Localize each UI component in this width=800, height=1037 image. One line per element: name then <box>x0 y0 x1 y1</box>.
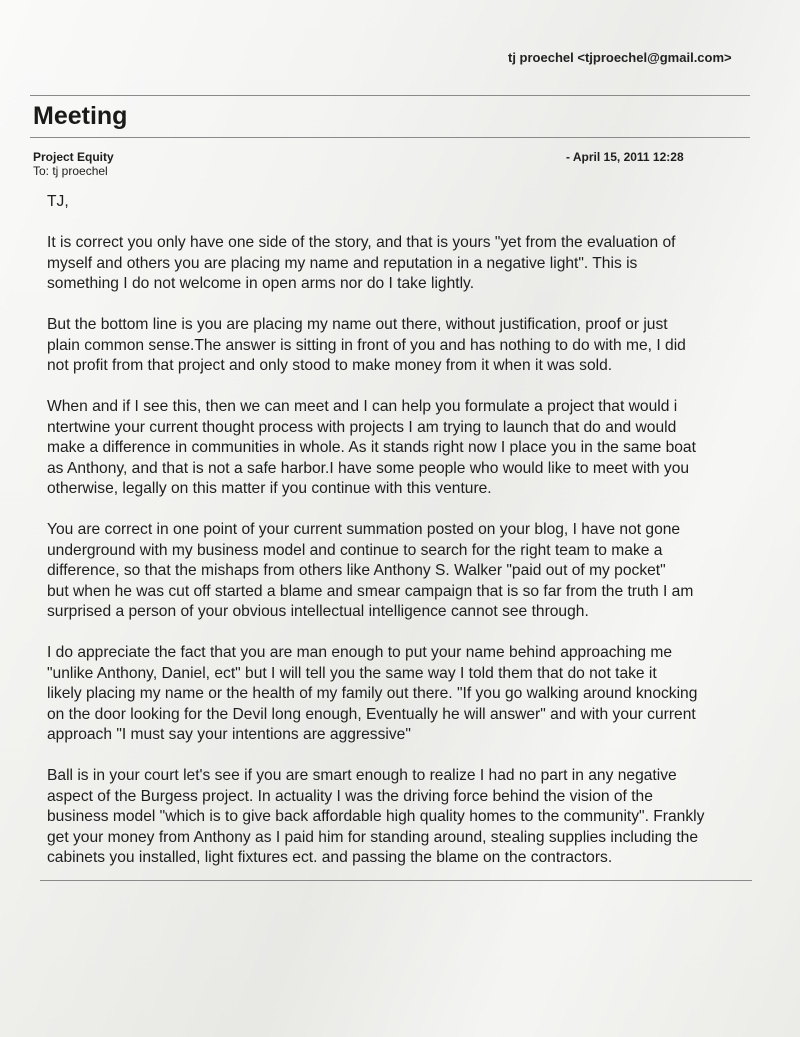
body-line: otherwise, legally on this matter if you continue with this venture. <box>47 480 492 497</box>
body-line: plain common sense.The answer is sitting in front of you and has nothing to do with me, I did <box>47 336 686 354</box>
body-line: aspect of the Burgess project. In actuality I was the driving force behind the vision of the <box>47 787 653 805</box>
body-line: "unlike Anthony, Daniel, ect" but I will tell you the same way I told them that do not take it <box>47 664 657 682</box>
body-line: likely placing my name or the health of my family out there. "If you go walking around knocking <box>47 685 698 702</box>
body-line: underground with my business model and continue to search for the right team to make a <box>47 541 663 559</box>
body-line: approach "I must say your intentions are aggressive" <box>47 726 411 743</box>
body-paragraph <box>47 233 767 295</box>
body-paragraph <box>47 766 767 869</box>
body-line: I do appreciate the fact that you are man enough to put your name behind approaching me <box>47 644 673 661</box>
body-line: myself and others you are placing my name and reputation in a negative light". This is <box>47 254 638 272</box>
body-line: as Anthony, and that is not a safe harbor.I have some people who would like to meet with you <box>47 459 690 477</box>
body-line: business model "which is to give back affordable high quality homes to the community". Frankly <box>47 808 705 825</box>
body-line: difference, so that the mishaps from others like Anthony S. Walker "paid out of my pocket" <box>47 562 666 579</box>
body-line: Ball is in your court let's see if you are smart enough to realize I had no part in any negative <box>47 767 677 784</box>
body-line: make a difference in communities in whole. As it stands right now I place you in the same boat <box>47 439 696 456</box>
body-paragraph <box>47 520 767 623</box>
body-line: cabinets you installed, light fixtures ect. and passing the blame on the contractors. <box>47 849 613 866</box>
body-line: something I do not welcome in open arms nor do I take lightly. <box>47 275 475 292</box>
email-greeting: TJ, <box>47 193 69 210</box>
header-divider <box>30 95 750 96</box>
subject-divider <box>30 137 750 138</box>
footer-divider <box>40 880 752 881</box>
body-line: But the bottom line is you are placing my name out there, without justification, proof or just <box>47 316 668 333</box>
email-body <box>47 192 767 889</box>
body-line: You are correct in one point of your current summation posted on your blog, I have not gone <box>47 521 681 538</box>
email-subject: Meeting <box>33 102 128 130</box>
email-date: - April 15, 2011 12:28 <box>566 150 684 164</box>
body-paragraph <box>47 643 767 746</box>
body-line: surprised a person of your obvious intellectual intelligence cannot see through. <box>47 603 589 620</box>
body-line: not profit from that project and only stood to make money from it when it was sold. <box>47 357 613 374</box>
body-line: on the door looking for the Devil long enough, Eventually he will answer" and with your current <box>47 705 696 723</box>
body-line: It is correct you only have one side of the story, and that is yours "yet from the evaluation of <box>47 234 676 251</box>
body-line: but when he was cut off started a blame and smear campaign that is so far from the truth I am <box>47 582 694 600</box>
body-paragraph <box>47 315 767 377</box>
body-line: When and if I see this, then we can meet and I can help you formulate a project that would i <box>47 398 678 415</box>
sender-address: tj proechel <tjproechel@gmail.com> <box>508 50 732 65</box>
email-from: Project Equity <box>33 150 114 164</box>
body-line: ntertwine your current thought process with projects I am trying to launch that do and would <box>47 418 677 436</box>
body-paragraph <box>47 397 767 500</box>
email-to: To: tj proechel <box>33 164 108 178</box>
body-line: get your money from Anthony as I paid him for standing around, stealing supplies including the <box>47 828 698 846</box>
